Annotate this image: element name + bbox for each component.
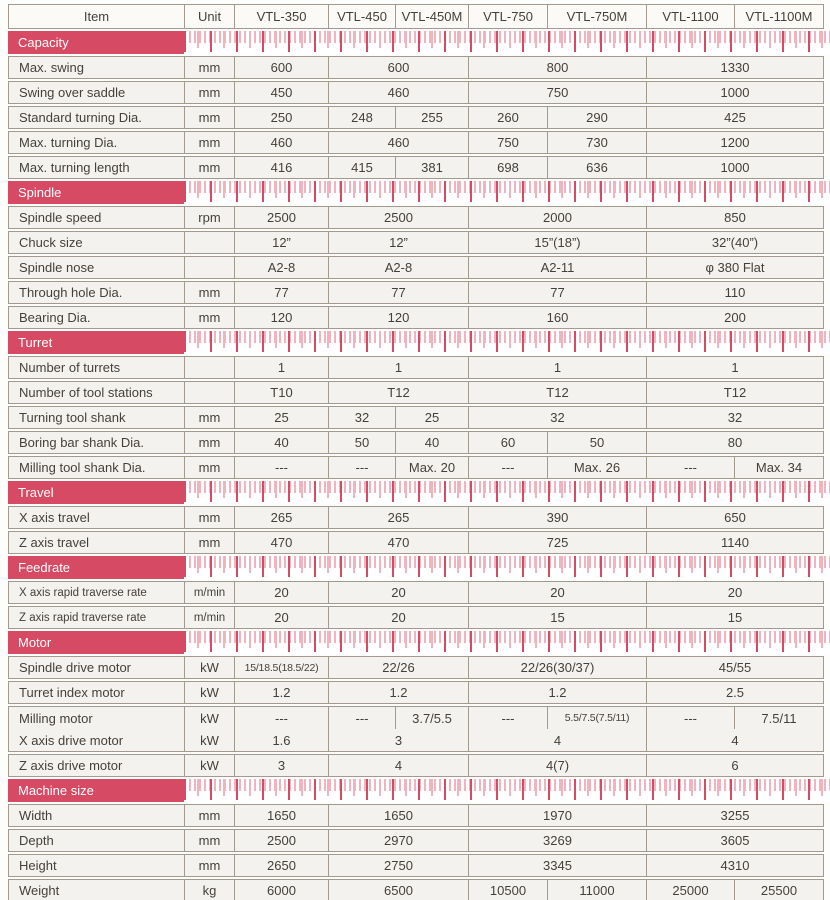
value-cell: --- xyxy=(328,457,395,478)
unit-cell: kg xyxy=(184,880,234,900)
value-cell: 1200 xyxy=(646,132,823,153)
value-cell: 20 xyxy=(328,607,468,628)
value-cell: 15 xyxy=(646,607,823,628)
spec-row-strip xyxy=(8,56,824,79)
spec-row-strip xyxy=(8,456,824,479)
value-cell: 1 xyxy=(468,357,646,378)
value-cell: A2-8 xyxy=(328,257,468,278)
value-cell: 50 xyxy=(328,432,395,453)
spec-row xyxy=(9,855,823,876)
ruler-hatch-pattern xyxy=(184,631,830,654)
value-cell: 40 xyxy=(234,432,328,453)
spec-row-strip xyxy=(8,81,824,104)
spec-row xyxy=(9,382,823,403)
item-label: Z axis drive motor xyxy=(19,758,123,773)
spec-row-strip xyxy=(8,406,824,429)
unit-cell xyxy=(184,357,234,378)
spec-row xyxy=(9,282,823,303)
unit-cell: kW xyxy=(184,657,234,678)
spec-row-strip xyxy=(8,231,824,254)
unit-cell: mm xyxy=(184,407,234,428)
value-cell: 1140 xyxy=(646,532,823,553)
spec-row xyxy=(9,880,823,900)
section-title: Machine size xyxy=(8,779,184,802)
value-cell: 120 xyxy=(234,307,328,328)
section-title: Travel xyxy=(8,481,184,504)
spec-row xyxy=(9,582,823,603)
header-cells xyxy=(9,5,823,28)
value-cell: 25 xyxy=(234,407,328,428)
value-cell: 698 xyxy=(468,157,547,178)
value-cell: 460 xyxy=(328,82,468,103)
header-col-vtl-750: VTL-750 xyxy=(468,5,547,28)
spec-row xyxy=(9,607,823,628)
value-cell: 2.5 xyxy=(646,682,823,703)
item-label: Spindle speed xyxy=(19,210,102,225)
value-cell: 6 xyxy=(646,755,823,776)
item-label: Max. swing xyxy=(19,60,85,75)
value-cell: 77 xyxy=(328,282,468,303)
ruler-hatch-pattern xyxy=(184,331,830,354)
item-label: Z axis travel xyxy=(19,535,90,550)
value-cell: 1.2 xyxy=(468,682,646,703)
item-label: Weight xyxy=(19,883,60,898)
value-cell: 10500 xyxy=(468,880,547,900)
value-cell: 15”(18”) xyxy=(468,232,646,253)
value-cell: 120 xyxy=(328,307,468,328)
header-col-vtl-450m: VTL-450M xyxy=(395,5,468,28)
value-cell: 11000 xyxy=(547,880,646,900)
spec-row xyxy=(9,257,823,278)
value-cell: --- xyxy=(328,707,395,729)
value-cell: 390 xyxy=(468,507,646,528)
section-band xyxy=(8,31,830,54)
section-title: Feedrate xyxy=(8,556,184,579)
value-cell: φ 380 Flat xyxy=(646,257,823,278)
spec-row xyxy=(9,532,823,553)
value-cell: 2500 xyxy=(328,207,468,228)
value-cell: Max. 34 xyxy=(734,457,823,478)
header-col-vtl-450: VTL-450 xyxy=(328,5,395,28)
spec-row-strip xyxy=(8,656,824,679)
unit-cell: mm xyxy=(184,107,234,128)
ruler-hatch-pattern xyxy=(184,31,830,54)
value-cell: 1330 xyxy=(646,57,823,78)
spec-row xyxy=(9,232,823,253)
value-cell: 160 xyxy=(468,307,646,328)
value-cell: 32 xyxy=(468,407,646,428)
value-cell: 20 xyxy=(234,582,328,603)
value-cell: 25000 xyxy=(646,880,734,900)
section-band xyxy=(8,779,830,802)
value-cell: 25500 xyxy=(734,880,823,900)
value-cell: 460 xyxy=(328,132,468,153)
value-cell: 2650 xyxy=(234,855,328,876)
item-label: Through hole Dia. xyxy=(19,285,123,300)
value-cell: 4(7) xyxy=(468,755,646,776)
item-label: Milling tool shank Dia. xyxy=(19,460,146,475)
item-label: Max. turning length xyxy=(19,160,130,175)
value-cell: 3 xyxy=(234,755,328,776)
unit-cell: kW xyxy=(184,729,234,751)
value-cell: 460 xyxy=(234,132,328,153)
header-col-vtl-750m: VTL-750M xyxy=(547,5,646,28)
ruler-hatch-pattern xyxy=(184,181,830,204)
value-cell: 730 xyxy=(547,132,646,153)
value-cell: 2970 xyxy=(328,830,468,851)
value-cell: 20 xyxy=(468,582,646,603)
unit-cell: mm xyxy=(184,82,234,103)
header-col-vtl-1100: VTL-1100 xyxy=(646,5,734,28)
value-cell: A2-8 xyxy=(234,257,328,278)
value-cell: 725 xyxy=(468,532,646,553)
unit-cell: mm xyxy=(184,132,234,153)
unit-cell: mm xyxy=(184,307,234,328)
spec-row-strip xyxy=(8,156,824,179)
unit-cell: mm xyxy=(184,432,234,453)
item-label: Milling motor xyxy=(19,710,93,726)
value-cell: 1000 xyxy=(646,82,823,103)
header-col-vtl-1100m: VTL-1100M xyxy=(734,5,823,28)
value-cell: T12 xyxy=(468,382,646,403)
value-cell: A2-11 xyxy=(468,257,646,278)
unit-cell: rpm xyxy=(184,207,234,228)
spec-row-strip xyxy=(8,854,824,877)
spec-row xyxy=(9,357,823,378)
item-label: Max. turning Dia. xyxy=(19,135,118,150)
value-cell: 650 xyxy=(646,507,823,528)
value-cell: 750 xyxy=(468,82,646,103)
value-cell: 12” xyxy=(328,232,468,253)
value-cell: 750 xyxy=(468,132,547,153)
spec-row xyxy=(9,729,823,751)
ruler-hatch-pattern xyxy=(184,779,830,802)
unit-cell: mm xyxy=(184,830,234,851)
spec-row xyxy=(9,830,823,851)
spec-row xyxy=(9,57,823,78)
section-band xyxy=(8,331,830,354)
value-cell: T12 xyxy=(646,382,823,403)
value-cell: 22/26(30/37) xyxy=(468,657,646,678)
value-cell: 1.2 xyxy=(234,682,328,703)
value-cell: 12” xyxy=(234,232,328,253)
item-label: Height xyxy=(19,858,57,873)
value-cell: 15 xyxy=(468,607,646,628)
unit-cell: mm xyxy=(184,57,234,78)
item-label: X axis travel xyxy=(19,510,90,525)
spec-row-strip xyxy=(8,531,824,554)
value-cell: 265 xyxy=(234,507,328,528)
spec-row xyxy=(9,507,823,528)
value-cell: 260 xyxy=(468,107,547,128)
value-cell: 1650 xyxy=(234,805,328,826)
value-cell: 20 xyxy=(234,607,328,628)
spec-row-strip xyxy=(8,356,824,379)
value-cell: 1000 xyxy=(646,157,823,178)
unit-cell xyxy=(184,232,234,253)
value-cell: 255 xyxy=(395,107,468,128)
spec-row xyxy=(9,207,823,228)
value-cell: 1 xyxy=(328,357,468,378)
item-label: Spindle drive motor xyxy=(19,660,131,675)
value-cell: 200 xyxy=(646,307,823,328)
item-label: Width xyxy=(19,808,53,823)
value-cell: 60 xyxy=(468,432,547,453)
value-cell: 416 xyxy=(234,157,328,178)
value-cell: 32 xyxy=(646,407,823,428)
spec-row xyxy=(9,457,823,478)
value-cell: 110 xyxy=(646,282,823,303)
value-cell: 1970 xyxy=(468,805,646,826)
spec-row-strip xyxy=(8,281,824,304)
spec-row-strip xyxy=(8,256,824,279)
value-cell: 381 xyxy=(395,157,468,178)
spec-row-strip xyxy=(8,804,824,827)
item-label: X axis drive motor xyxy=(19,732,124,748)
value-cell: 3 xyxy=(328,729,468,751)
spec-row-strip xyxy=(8,431,824,454)
value-cell: 45/55 xyxy=(646,657,823,678)
item-label: Z axis rapid traverse rate xyxy=(19,611,147,624)
item-label: Bearing Dia. xyxy=(19,310,91,325)
item-label: Chuck size xyxy=(19,235,83,250)
value-cell: --- xyxy=(468,707,547,729)
section-title: Turret xyxy=(8,331,184,354)
value-cell: 50 xyxy=(547,432,646,453)
value-cell: 25 xyxy=(395,407,468,428)
table-header-row xyxy=(8,4,824,29)
value-cell: 3269 xyxy=(468,830,646,851)
value-cell: 2000 xyxy=(468,207,646,228)
ruler-hatch-pattern xyxy=(184,481,830,504)
item-label: Number of turrets xyxy=(19,360,121,375)
spec-row xyxy=(9,432,823,453)
spec-row-strip xyxy=(8,754,824,777)
value-cell: 2500 xyxy=(234,207,328,228)
value-cell: 250 xyxy=(234,107,328,128)
value-cell: 290 xyxy=(547,107,646,128)
value-cell: 3.7/5.5 xyxy=(395,707,468,729)
ruler-hatch-pattern xyxy=(184,556,830,579)
item-label: Spindle nose xyxy=(19,260,95,275)
spec-row-strip xyxy=(8,506,824,529)
value-cell: 80 xyxy=(646,432,823,453)
value-cell: 77 xyxy=(234,282,328,303)
value-cell: 20 xyxy=(646,582,823,603)
value-cell: 32 xyxy=(328,407,395,428)
spec-row xyxy=(9,157,823,178)
spec-row-strip xyxy=(8,131,824,154)
value-cell: 4 xyxy=(328,755,468,776)
unit-cell: mm xyxy=(184,805,234,826)
value-cell: 6500 xyxy=(328,880,468,900)
value-cell: --- xyxy=(234,707,328,729)
section-band xyxy=(8,481,830,504)
spec-table xyxy=(8,4,830,900)
value-cell: 5.5/7.5(7.5/11) xyxy=(547,707,646,729)
value-cell: 2750 xyxy=(328,855,468,876)
value-cell: T12 xyxy=(328,382,468,403)
value-cell: 425 xyxy=(646,107,823,128)
value-cell: 636 xyxy=(547,157,646,178)
spec-row xyxy=(9,805,823,826)
unit-cell: mm xyxy=(184,157,234,178)
spec-row xyxy=(9,307,823,328)
spec-row-strip xyxy=(8,879,824,900)
spec-row xyxy=(9,707,823,729)
value-cell: --- xyxy=(234,457,328,478)
value-cell: 3605 xyxy=(646,830,823,851)
unit-cell xyxy=(184,382,234,403)
value-cell: 3345 xyxy=(468,855,646,876)
item-label: Boring bar shank Dia. xyxy=(19,435,145,450)
value-cell: --- xyxy=(646,707,734,729)
value-cell: 22/26 xyxy=(328,657,468,678)
value-cell: T10 xyxy=(234,382,328,403)
value-cell: --- xyxy=(646,457,734,478)
value-cell: 248 xyxy=(328,107,395,128)
value-cell: 265 xyxy=(328,507,468,528)
spec-row-strip xyxy=(8,306,824,329)
spec-row xyxy=(9,82,823,103)
header-col-item: Item xyxy=(83,9,110,24)
spec-row xyxy=(9,407,823,428)
value-cell: 40 xyxy=(395,432,468,453)
item-label: Swing over saddle xyxy=(19,85,126,100)
value-cell: Max. 20 xyxy=(395,457,468,478)
unit-cell: mm xyxy=(184,855,234,876)
header-col-vtl-350: VTL-350 xyxy=(234,5,328,28)
unit-cell: kW xyxy=(184,707,234,729)
value-cell: 1.6 xyxy=(234,729,328,751)
spec-row xyxy=(9,107,823,128)
item-label: Turning tool shank xyxy=(19,410,126,425)
unit-cell: m/min xyxy=(184,607,234,628)
spec-row xyxy=(9,132,823,153)
value-cell: 32”(40”) xyxy=(646,232,823,253)
value-cell: 450 xyxy=(234,82,328,103)
spec-row-strip xyxy=(8,206,824,229)
value-cell: 470 xyxy=(234,532,328,553)
item-label: Turret index motor xyxy=(19,685,125,700)
section-title: Spindle xyxy=(8,181,184,204)
value-cell: 15/18.5(18.5/22) xyxy=(234,657,328,678)
spec-row xyxy=(9,657,823,678)
value-cell: 1.2 xyxy=(328,682,468,703)
value-cell: 3255 xyxy=(646,805,823,826)
spec-row-strip xyxy=(8,106,824,129)
value-cell: 7.5/11 xyxy=(734,707,823,729)
unit-cell: kW xyxy=(184,755,234,776)
value-cell: 77 xyxy=(468,282,646,303)
spec-row-strip xyxy=(8,381,824,404)
value-cell: 600 xyxy=(328,57,468,78)
value-cell: 850 xyxy=(646,207,823,228)
spec-row-strip xyxy=(8,681,824,704)
unit-cell: mm xyxy=(184,282,234,303)
value-cell: 4 xyxy=(646,729,823,751)
value-cell: Max. 26 xyxy=(547,457,646,478)
item-label: Standard turning Dia. xyxy=(19,110,142,125)
section-band xyxy=(8,631,830,654)
item-label: X axis rapid traverse rate xyxy=(19,586,147,599)
spec-row xyxy=(9,682,823,703)
section-title: Motor xyxy=(8,631,184,654)
value-cell: 1650 xyxy=(328,805,468,826)
header-col-unit: Unit xyxy=(184,5,234,28)
section-band xyxy=(8,181,830,204)
value-cell: 470 xyxy=(328,532,468,553)
unit-cell: mm xyxy=(184,457,234,478)
spec-row-strip xyxy=(8,829,824,852)
section-band xyxy=(8,556,830,579)
value-cell: 4 xyxy=(468,729,646,751)
value-cell: 4310 xyxy=(646,855,823,876)
unit-cell: m/min xyxy=(184,582,234,603)
spec-row-strip xyxy=(8,706,824,752)
table-body xyxy=(8,31,830,900)
unit-cell: mm xyxy=(184,507,234,528)
value-cell: 600 xyxy=(234,57,328,78)
value-cell: 415 xyxy=(328,157,395,178)
item-label: Depth xyxy=(19,833,54,848)
spec-row-strip xyxy=(8,606,824,629)
spec-row xyxy=(9,755,823,776)
value-cell: 6000 xyxy=(234,880,328,900)
value-cell: 20 xyxy=(328,582,468,603)
unit-cell: mm xyxy=(184,532,234,553)
unit-cell xyxy=(184,257,234,278)
value-cell: 1 xyxy=(646,357,823,378)
unit-cell: kW xyxy=(184,682,234,703)
value-cell: 800 xyxy=(468,57,646,78)
item-label: Number of tool stations xyxy=(19,385,153,400)
value-cell: 1 xyxy=(234,357,328,378)
value-cell: 2500 xyxy=(234,830,328,851)
section-title: Capacity xyxy=(8,31,184,54)
spec-row-strip xyxy=(8,581,824,604)
value-cell: --- xyxy=(468,457,547,478)
